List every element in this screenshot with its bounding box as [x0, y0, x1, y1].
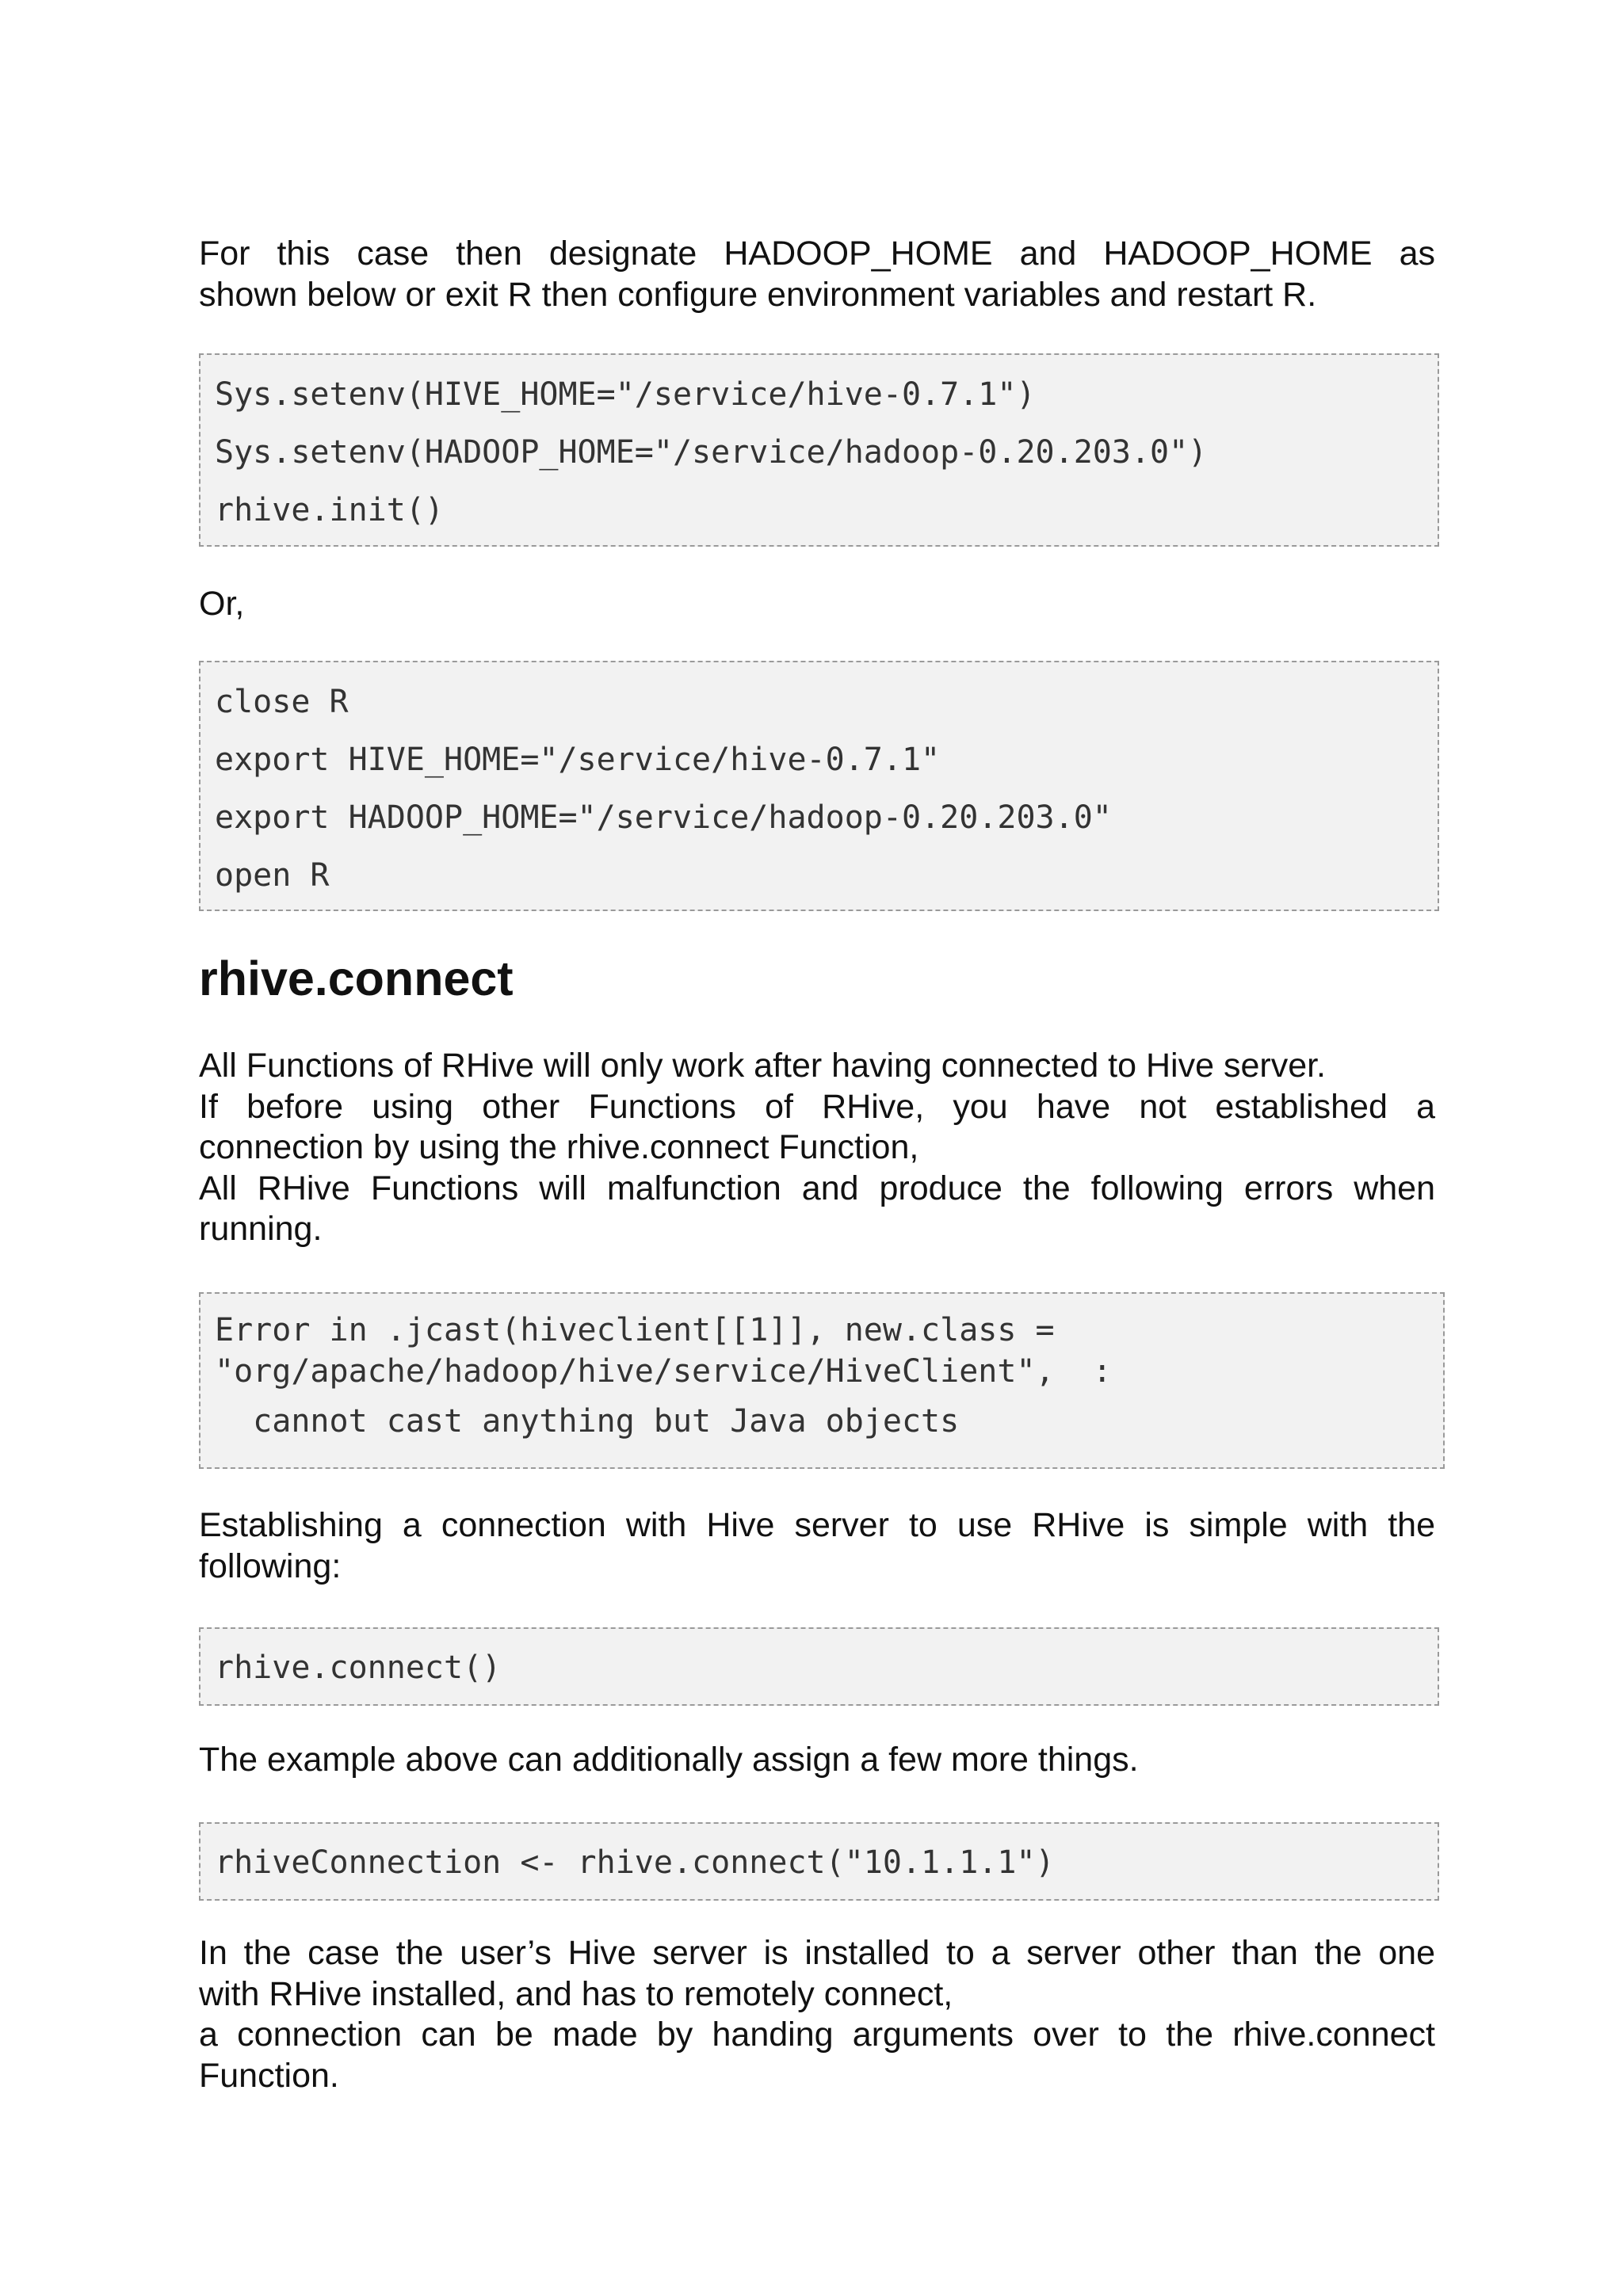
- code-line: close R: [215, 684, 349, 720]
- paragraph-line: All RHive Functions will malfunction and produce the following errors when: [199, 1169, 1435, 1207]
- code-line: rhive.init(): [215, 492, 444, 528]
- code-line: rhive.connect(): [215, 1650, 502, 1686]
- code-block-error: [199, 1292, 1445, 1469]
- code-line: Sys.setenv(HIVE_HOME="/service/hive-0.7.1"): [215, 376, 1036, 413]
- intro-line-2: shown below or exit R then configure environment variables and restart R.: [199, 275, 1317, 314]
- code-line: "org/apache/hadoop/hive/service/HiveClient", :: [215, 1353, 1112, 1390]
- code-block-connect: [199, 1627, 1439, 1706]
- code-line: rhiveConnection <- rhive.connect("10.1.1.1"): [215, 1844, 1055, 1881]
- code-line: open R: [215, 857, 330, 894]
- code-line: Sys.setenv(HADOOP_HOME="/service/hadoop-0.20.203.0"): [215, 434, 1208, 471]
- paragraph-line: Establishing a connection with Hive server to use RHive is simple with the: [199, 1506, 1435, 1544]
- code-block-export: [199, 661, 1439, 911]
- intro-paragraph: [199, 234, 1435, 315]
- paragraph-line: All Functions of RHive will only work after having connected to Hive server.: [199, 1047, 1327, 1085]
- code-line: export HADOOP_HOME="/service/hadoop-0.20.203.0": [215, 799, 1112, 836]
- paragraph-line: with RHive installed, and has to remotely connect,: [199, 1974, 953, 2013]
- paragraph-line: a connection can be made by handing arguments over to the rhive.connect: [199, 2016, 1435, 2054]
- code-line: export HIVE_HOME="/service/hive-0.7.1": [215, 742, 941, 778]
- section-title: rhive.connect: [199, 952, 514, 1005]
- connect-paragraph: [199, 1046, 1435, 1250]
- example-paragraph: [199, 1740, 1435, 1781]
- intro-line-1: For this case then designate HADOOP_HOME and HADOOP_HOME as: [199, 235, 1435, 273]
- paragraph-line: In the case the user’s Hive server is installed to a server other than the one: [199, 1934, 1435, 1972]
- establish-paragraph: [199, 1505, 1435, 1587]
- code-line: Error in .jcast(hiveclient[[1]], new.class =: [215, 1312, 1055, 1348]
- code-block-connection: [199, 1822, 1439, 1901]
- paragraph-line: If before using other Functions of RHive, you have not established a: [199, 1087, 1435, 1126]
- paragraph-line: Function.: [199, 2056, 339, 2095]
- code-block-setenv: [199, 353, 1439, 547]
- paragraph-line: The example above can additionally assign a few more things.: [199, 1741, 1139, 1779]
- code-line: cannot cast anything but Java objects: [215, 1403, 960, 1440]
- paragraph-line: connection by using the rhive.connect Function,: [199, 1128, 919, 1166]
- or-paragraph: [199, 584, 1435, 625]
- paragraph-line: following:: [199, 1547, 342, 1585]
- paragraph-line: running.: [199, 1210, 323, 1248]
- or-text: Or,: [199, 585, 245, 623]
- remote-paragraph: [199, 1933, 1435, 2096]
